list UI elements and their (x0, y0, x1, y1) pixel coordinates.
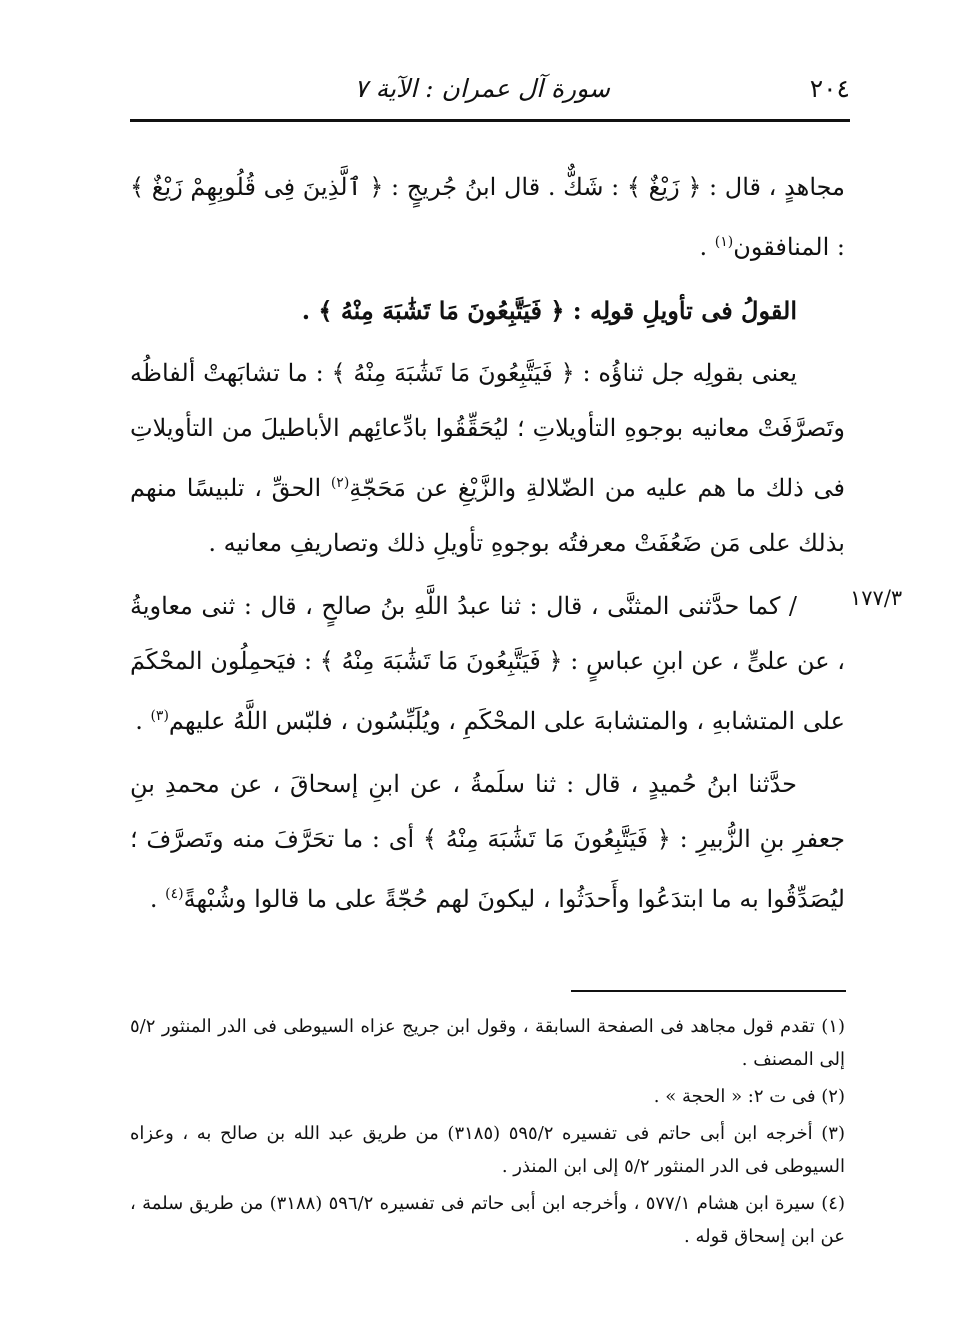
paragraph-4-text: حدَّثنا ابنُ حُميدٍ ، قال : ثنا سلَمةُ ، عن ابنِ إسحاقَ ، عن محمدِ بنِ جعفرِ بنِ الزُّبيرِ : ﴿ فَيَتَّبِعُونَ مَا تَشَٰبَهَ مِنْهُ ﴾ أى : ما تحَرَّفَ منه وتَصرَّفَ ؛ ليُصَدِّقُوا به ما ابتدَعُوا وأَحدَثُوا ، ليكونَ لهم حُجّةً على ما قالوا وشُبْهةً (130, 770, 845, 913)
page-header (130, 70, 850, 110)
running-title: سورة آل عمران : الآية ٧ (354, 74, 610, 103)
paragraph-1 (130, 160, 845, 275)
paragraph-2 (130, 346, 845, 571)
section-heading: القولُ فى تأويلِ قولِه : ﴿ فَيَتَّبِعُونَ مَا تَشَٰبَهَ مِنْهُ ﴾ . (301, 296, 797, 325)
footnote-1: (١) تقدم قول مجاهد فى الصفحة السابقة ، وقول ابن جريج عزاه السيوطى فى الدر المنثور ٥/٢ إلى المصنف . (130, 1016, 845, 1070)
footnote-ref-3: (٣) (150, 708, 169, 724)
paragraph-3-text: / كما حدَّثنى المثنَّى ، قال : ثنا عبدُ اللَّهِ بنُ صالحٍ ، قال : ثنى معاويةُ ، عن علىٍّ ، عن ابنِ عباسٍ : ﴿ فَيَتَّبِعُونَ مَا تَشَٰبَهَ مِنْهُ ﴾ : فيَحمِلُون المحْكَمَ على المتشابهِ ، والمتشابهَ على المحْكَمِ ، ويُلَبِّسُون ، فلبّس اللَّهُ عليهم (130, 592, 845, 735)
paragraph-2-text-a: يعنى بقولِه جل ثناؤُه : ﴿ فَيَتَّبِعُونَ مَا تَشَٰبَهَ مِنْهُ ﴾ : ما تشابَهتْ ألفاظُه وتَصرَّفَتْ معانيه بوجوهِ التأويلاتِ ؛ ليُحَقِّقُوا بادِّعائِهم الأباطيلَ من التأويلاتِ فى ذلك ما هم عليه من الضّلالةِ والزَّيْغِ عن مَحَجّةِ (130, 359, 846, 502)
paragraph-1-text: مجاهدٍ ، قال : ﴿ زَيْغٌ ﴾ : شَكٌّ . قال ابنُ جُريجٍ : ﴿ ٱلَّذِينَ فِى قُلُوبِهِمْ زَيْغٌ ﴾ : المنافقون (130, 173, 845, 261)
paragraph-1-end: . (699, 233, 715, 261)
footnote-3: (٣) أخرجه ابن أبى حاتم فى تفسيره ٥٩٥/٢ (٣١٨٥) من طريق عبد الله بن صالح به ، وعزاه السيوطى فى الدر المنثور ٥/٢ إلى ابن المنذر . (130, 1123, 845, 1177)
paragraph-3-end: . (135, 707, 151, 735)
main-text (130, 160, 845, 935)
footnote-rule (571, 990, 846, 992)
paragraph-2-text-b: الحقِّ ، تلبيسًا منهم بذلك على مَن ضَعُفَتْ معرفتُه بوجوهِ تأويلِ ذلك وتصاريفِ معانيه . (130, 474, 845, 557)
paragraph-4 (130, 757, 845, 927)
footnotes (130, 1010, 845, 1257)
footnote-2: (٢) فى ت ٢: « الحجة » . (653, 1086, 845, 1107)
footnote-ref-2: (٢) (330, 475, 350, 491)
footnote-ref-1: (١) (714, 234, 734, 250)
header-rule (130, 119, 850, 122)
footnote-ref-4: (٤) (165, 886, 184, 902)
footnote-4: (٤) سيرة ابن هشام ٥٧٧/١ ، وأخرجه ابن أبى حاتم فى تفسيره ٥٩٦/٢ (٣١٨٨) من طريق سلمة ، عن ابن إسحاق قوله . (130, 1193, 845, 1247)
paragraph-4-end: . (149, 885, 166, 913)
paragraph-3 (130, 579, 845, 749)
volume-page-marker: ١٧٧/٣ (850, 586, 903, 610)
page-number: ٢٠٤ (809, 74, 850, 103)
